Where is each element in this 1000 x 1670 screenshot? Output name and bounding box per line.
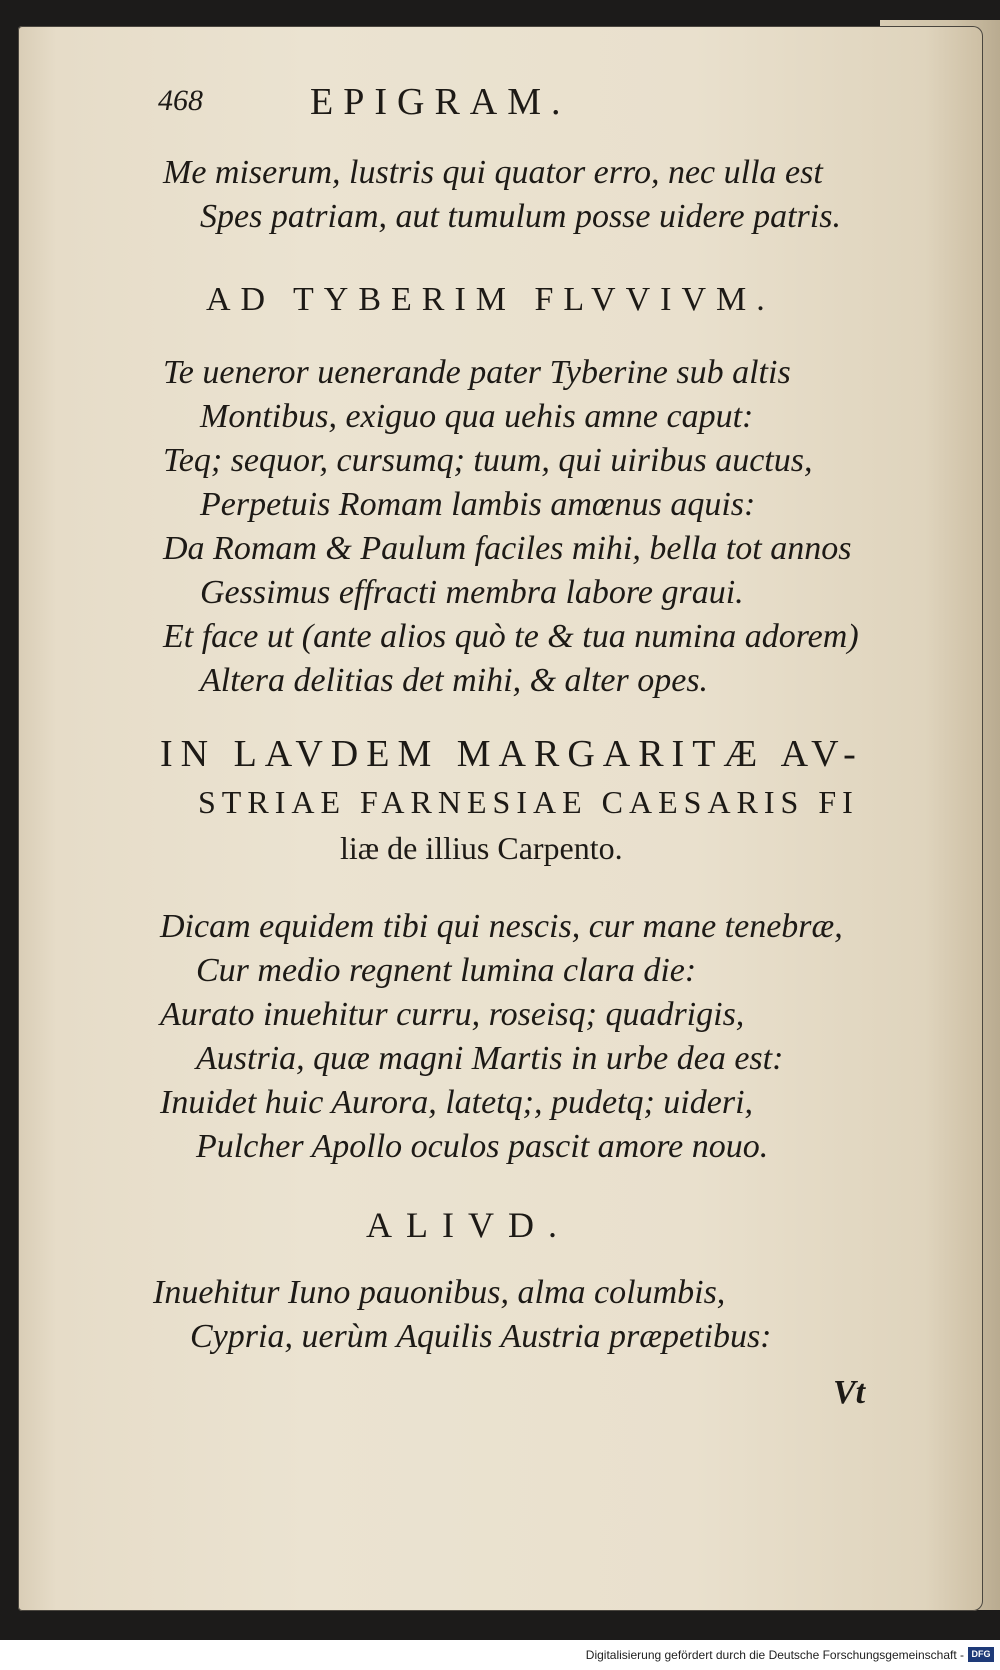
verse-line: Cypria, uerùm Aquilis Austria præpetibus:	[190, 1318, 772, 1355]
poem-title: STRIAE FARNESIAE CAESARIS FI	[198, 784, 859, 820]
verse-line: Te ueneror uenerande pater Tyberine sub altis	[163, 354, 791, 391]
poem-title: ALIVD.	[366, 1205, 571, 1245]
verse-line: Da Romam & Paulum faciles mihi, bella tot annos	[163, 530, 852, 567]
verse-line: Gessimus effracti membra labore graui.	[200, 574, 744, 611]
verse-line: Dicam equidem tibi qui nescis, cur mane tenebræ,	[160, 908, 843, 945]
poem-title: liæ de illius Carpento.	[340, 830, 623, 866]
book-page	[18, 26, 983, 1611]
verse-line: Spes patriam, aut tumulum posse uidere patris.	[200, 198, 841, 235]
verse-line: Cur medio regnent lumina clara die:	[196, 952, 697, 989]
verse-line: Altera delitias det mihi, & alter opes.	[200, 662, 709, 699]
digitization-footer	[0, 1640, 1000, 1670]
verse-line: Montibus, exiguo qua uehis amne caput:	[200, 398, 754, 435]
verse-line: Teq; sequor, cursumq; tuum, qui uiribus auctus,	[163, 442, 813, 479]
running-head: EPIGRAM.	[310, 81, 571, 123]
verse-line: Inuehitur Iuno pauonibus, alma columbis,	[153, 1274, 726, 1311]
poem-title: AD TYBERIM FLVVIVM.	[206, 281, 775, 318]
verse-line: Perpetuis Romam lambis amœnus aquis:	[200, 486, 756, 523]
dfg-logo: DFG	[968, 1647, 994, 1662]
verse-line: Austria, quæ magni Martis in urbe dea est:	[196, 1040, 784, 1077]
verse-line: Aurato inuehitur curru, roseisq; quadrigis,	[160, 996, 745, 1033]
verse-line: Et face ut (ante alios quò te & tua numina adorem)	[163, 618, 859, 655]
catchword: Vt	[833, 1374, 866, 1411]
verse-line: Inuidet huic Aurora, latetq;, pudetq; uideri,	[160, 1084, 754, 1121]
funding-credit: Digitalisierung gefördert durch die Deutsche Forschungsgemeinschaft -	[585, 1648, 964, 1662]
verse-line: Pulcher Apollo oculos pascit amore nouo.	[196, 1128, 769, 1165]
page-number: 468	[158, 84, 203, 117]
poem-title: IN LAVDEM MARGARITÆ AV-	[160, 733, 864, 775]
verse-line: Me miserum, lustris qui quator erro, nec ulla est	[163, 154, 823, 191]
